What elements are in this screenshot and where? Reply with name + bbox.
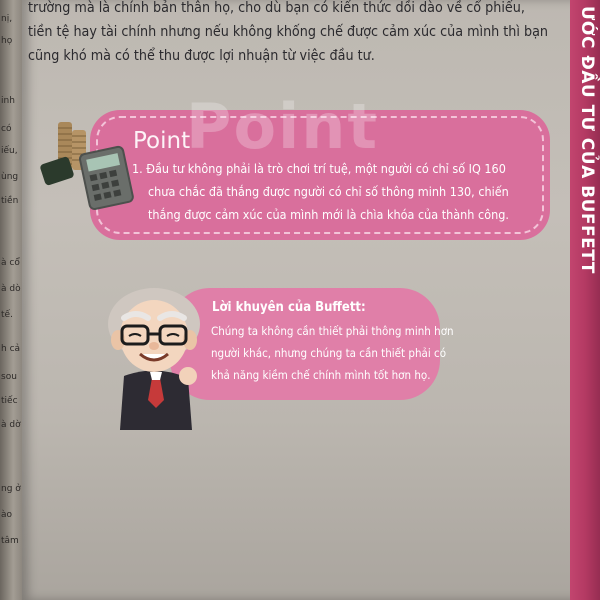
advice-line: khả năng kiềm chế chính mình tốt hơn họ. — [211, 368, 431, 382]
adjacent-page-text: họ — [1, 36, 13, 46]
point-line: thắng được cảm xúc của mình mới là chìa khóa của thành công. — [148, 207, 509, 222]
adjacent-page-text: ào — [1, 510, 13, 520]
advice-title: Lời khuyên của Buffett: — [212, 300, 366, 315]
advice-line: người khác, nhưng chúng ta cần thiết phải có — [211, 346, 447, 360]
calculator-icon — [79, 146, 134, 210]
adjacent-page-text: tiền — [1, 196, 19, 206]
adjacent-page-text: nị, — [1, 14, 13, 24]
point-text — [132, 157, 552, 226]
adjacent-page-text: tiếc — [1, 396, 18, 406]
thumbs-up-hand — [179, 367, 197, 385]
point-line: 1. Đầu tư không phải là trò chơi trí tuệ, một người có chỉ số IQ 160 — [132, 161, 506, 176]
adjacent-page-text: tâm — [1, 536, 19, 546]
advice-line: Chúng ta không cần thiết phải thông minh hơn — [211, 324, 454, 338]
point-watermark: Point — [186, 90, 380, 163]
adjacent-page-text: h cả — [1, 344, 21, 354]
adjacent-page-text: à cổ — [1, 258, 20, 268]
adjacent-page-text: ng ở — [1, 484, 21, 494]
advice-text — [211, 320, 454, 386]
intro-line: tiền tệ hay tài chính nhưng nếu không khống chế được cảm xúc của mình thì bạn — [28, 24, 549, 40]
intro-paragraph — [28, 0, 568, 68]
point-title: Point — [133, 128, 191, 154]
page-side-tab — [570, 0, 600, 600]
adjacent-page-text: tế. — [1, 310, 13, 320]
adjacent-page-text: có — [1, 124, 12, 134]
adjacent-page-text: à dò — [1, 284, 21, 294]
adjacent-page-text: inh — [1, 96, 15, 106]
buffett-cartoon — [96, 280, 216, 430]
adjacent-page-text: sou — [1, 372, 17, 382]
intro-line: trường mà là chính bản thân họ, cho dù bạn có kiến thức dồi dào về cổ phiếu, — [28, 0, 525, 16]
point-line: chưa chắc đã thắng được người có chỉ số thông minh 130, chiến — [148, 184, 509, 199]
coins-calculator-illustration — [40, 112, 140, 212]
adjacent-page-edge — [0, 0, 22, 600]
adjacent-page-text: à dờ — [1, 420, 21, 430]
adjacent-page-text: iếu, — [1, 146, 18, 156]
intro-line: cũng khó mà có thể thu được lợi nhuận từ việc đầu tư. — [28, 48, 375, 64]
adjacent-page-text: ùng — [1, 172, 19, 182]
side-tab-title: ƯỚC ĐẦU TƯ CỦA BUFFETT — [577, 6, 597, 274]
